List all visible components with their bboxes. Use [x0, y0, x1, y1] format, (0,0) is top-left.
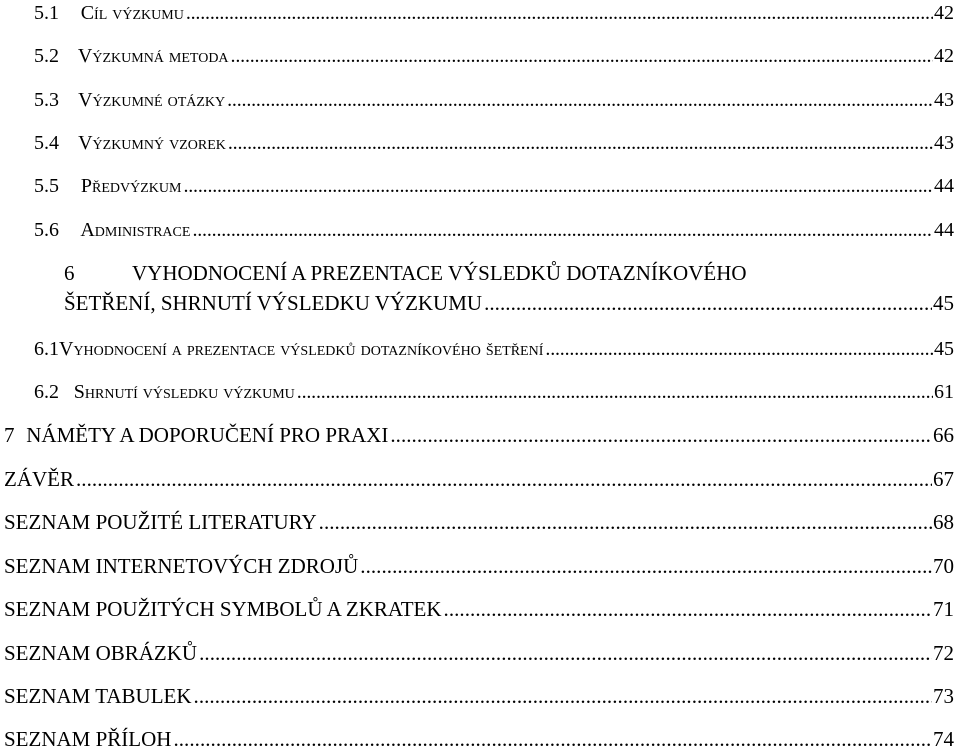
toc-leader-dots [297, 381, 933, 404]
toc-entry-title: SEZNAM OBRÁZKŮ [4, 641, 198, 665]
toc-entry-title: Administrace [80, 219, 191, 241]
toc-entry-page: 45 [934, 338, 954, 360]
toc-leader-dots [192, 219, 933, 242]
toc-entry-page: 68 [933, 510, 954, 534]
toc-entry-heading-line1[interactable] [0, 261, 954, 286]
toc-entry-heading-line2[interactable] [0, 291, 954, 316]
toc-leader-dots [183, 175, 933, 198]
toc-entry-title: SEZNAM POUŽITÝCH SYMBOLŮ A ZKRATEK [4, 597, 442, 621]
toc-entry-page: 43 [934, 132, 954, 154]
toc-entry-page: 66 [933, 423, 954, 447]
toc-entry[interactable] [0, 2, 954, 25]
toc-entry-title-line2: ŠETŘENÍ, SHRNUTÍ VÝSLEDKU VÝZKUMU [64, 291, 483, 315]
toc-entry-number: 6 [64, 261, 75, 285]
toc-entry-page: 42 [934, 2, 954, 24]
toc-entry-title: Shrnutí výsledku výzkumu [73, 381, 295, 403]
toc-leader-dots [545, 338, 933, 361]
toc-entry-number: 7 [4, 423, 15, 447]
toc-leader-dots [194, 684, 932, 709]
toc-entry[interactable] [0, 727, 954, 752]
toc-entry-page: 73 [933, 684, 954, 708]
toc-entry[interactable] [0, 684, 954, 709]
toc-entry-title: Cíl výzkumu [80, 2, 184, 24]
toc-entry-page: 70 [933, 554, 954, 578]
toc-entry-page: 61 [934, 381, 954, 403]
toc-entry[interactable] [0, 89, 954, 112]
toc-entry[interactable] [0, 45, 954, 68]
toc-entry[interactable] [0, 423, 954, 448]
toc-entry-title: Výzkumná metoda [77, 45, 229, 67]
toc-entry-page: 44 [934, 219, 954, 241]
toc-entry-page: 43 [934, 89, 954, 111]
toc-entry[interactable] [0, 381, 954, 404]
toc-entry-title: Předvýzkum [80, 175, 182, 197]
toc-entry[interactable] [0, 219, 954, 242]
toc-entry-page: 74 [933, 727, 954, 751]
toc-entry[interactable] [0, 597, 954, 622]
toc-entry-number: 5.3 [34, 89, 59, 111]
toc-entry-title: Vyhodnocení a prezentace výsledků dotazníkového šetření [59, 338, 544, 360]
toc-leader-dots [227, 89, 933, 112]
toc-leader-dots [319, 510, 932, 535]
toc-entry-page: 71 [933, 597, 954, 621]
toc-entry-number: 6.2 [34, 381, 59, 403]
toc-entry[interactable] [0, 338, 954, 361]
toc-entry-number: 5.5 [34, 175, 59, 197]
toc-entry-title: Výzkumné otázky [78, 89, 226, 111]
toc-entry-number: 5.6 [34, 219, 59, 241]
toc-entry-page: 44 [934, 175, 954, 197]
toc-entry-number: 5.4 [34, 132, 59, 154]
toc-entry-page: 67 [933, 467, 954, 491]
toc-leader-dots [76, 467, 932, 492]
toc-leader-dots [484, 291, 932, 316]
toc-entry-page: 42 [934, 45, 954, 67]
toc-entry-title-line1: VYHODNOCENÍ A PREZENTACE VÝSLEDKŮ DOTAZNÍKOVÉHO [132, 261, 747, 285]
toc-entry[interactable] [0, 554, 954, 579]
toc-leader-dots [199, 641, 932, 666]
toc-leader-dots [444, 597, 932, 622]
toc-leader-dots [231, 45, 933, 68]
toc-entry-number: 6.1 [34, 338, 59, 360]
toc-entry-title: Výzkumný vzorek [78, 132, 226, 154]
toc-entry-number: 5.2 [34, 45, 59, 67]
toc-entry-title: SEZNAM PŘÍLOH [4, 727, 172, 751]
toc-leader-dots [228, 132, 933, 155]
toc-entry-title: SEZNAM TABULEK [4, 684, 192, 708]
toc-entry-title: NÁMĚTY A DOPORUČENÍ PRO PRAXI [26, 423, 389, 447]
toc-leader-dots [360, 554, 932, 579]
toc-entry[interactable] [0, 467, 954, 492]
toc-leader-dots [186, 2, 933, 25]
toc-entry[interactable] [0, 132, 954, 155]
toc-entry[interactable] [0, 175, 954, 198]
toc-entry[interactable] [0, 510, 954, 535]
toc-entry[interactable] [0, 641, 954, 666]
toc-entry-title: SEZNAM INTERNETOVÝCH ZDROJŮ [4, 554, 359, 578]
toc-entry-title: SEZNAM POUŽITÉ LITERATURY [4, 510, 317, 534]
toc-entry-number: 5.1 [34, 2, 59, 24]
toc-entry-page: 72 [933, 641, 954, 665]
toc-leader-dots [173, 727, 932, 752]
toc-entry-page: 45 [933, 291, 954, 315]
toc-entry-title: ZÁVĚR [4, 467, 74, 491]
toc-leader-dots [390, 423, 932, 448]
